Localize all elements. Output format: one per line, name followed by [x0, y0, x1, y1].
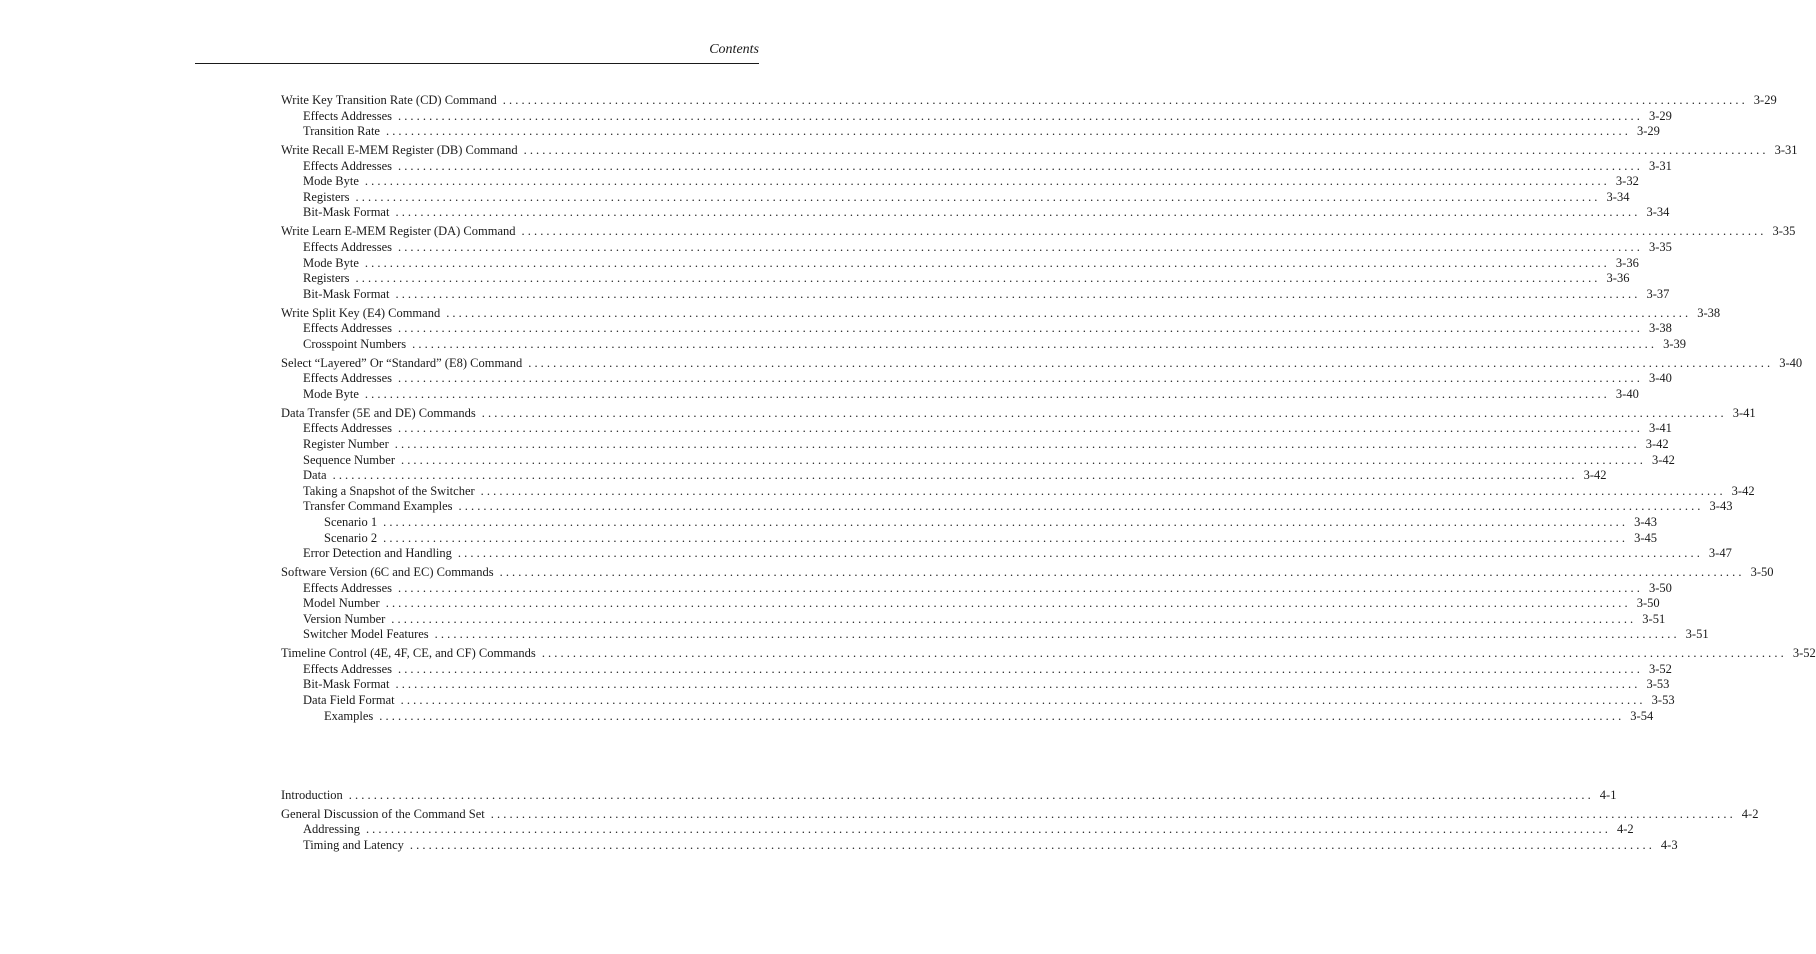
toc-entry-title: Data [303, 468, 327, 483]
toc-entry[interactable] [281, 693, 1675, 709]
toc-entry-title: Sequence Number [303, 452, 395, 467]
toc-entry-page: 3-52 [1792, 646, 1816, 661]
dot-leader: ........................................................................................................................................................................................................ [434, 627, 1680, 642]
toc-entry[interactable] [281, 174, 1639, 190]
toc-entry[interactable] [281, 452, 1675, 469]
toc-entry[interactable] [281, 514, 1658, 531]
dot-leader: ........................................................................................................................................................................................................ [364, 255, 1610, 270]
toc-section [281, 93, 1816, 724]
toc-entry-page: 3-52 [1648, 661, 1672, 676]
toc-entry[interactable] [281, 271, 1630, 287]
header-rule [195, 63, 759, 64]
dot-leader: ........................................................................................................................................................................................................ [490, 806, 1736, 821]
toc-entry-page: 3-29 [1753, 93, 1777, 107]
toc-entry[interactable] [281, 205, 1670, 221]
toc-entry-page: 3-36 [1615, 255, 1639, 270]
dot-leader: ........................................................................................................................................................................................................ [383, 514, 1629, 529]
toc-entry-page: 4-3 [1660, 838, 1678, 853]
toc-entry-title: Timeline Control (4E, 4F, CE, and CF) Commands [281, 646, 536, 661]
dot-leader: ........................................................................................................................................................................................................ [348, 788, 1594, 802]
toc-entry-page: 3-51 [1685, 627, 1709, 642]
dot-leader: ........................................................................................................................................................................................................ [385, 124, 1631, 139]
dot-leader: ........................................................................................................................................................................................................ [481, 405, 1727, 420]
toc-entry-title: Scenario 1 [324, 514, 378, 529]
toc-entry[interactable] [281, 93, 1777, 109]
toc-section [281, 788, 1759, 854]
toc-entry[interactable] [281, 708, 1654, 725]
dot-leader: ........................................................................................................................................................................................................ [541, 646, 1787, 661]
toc-entry-page: 3-50 [1750, 565, 1774, 579]
dot-leader: ........................................................................................................................................................................................................ [458, 499, 1704, 514]
toc-entry-title: Switcher Model Features [303, 627, 429, 642]
toc-entry-title: Timing and Latency [303, 838, 404, 853]
dot-leader: ........................................................................................................................................................................................................ [400, 693, 1646, 708]
toc-entry-title: Bit-Mask Format [303, 286, 390, 301]
dot-leader: ........................................................................................................................................................................................................ [385, 596, 1631, 611]
toc-entry[interactable] [281, 596, 1660, 612]
toc-entry-title: General Discussion of the Command Set [281, 806, 485, 821]
dot-leader: ........................................................................................................................................................................................................ [395, 205, 1641, 220]
toc-entry[interactable] [281, 499, 1733, 515]
dot-leader: ........................................................................................................................................................................................................ [528, 355, 1774, 370]
dot-leader: ........................................................................................................................................................................................................ [397, 421, 1643, 436]
toc-entry[interactable] [281, 627, 1709, 643]
toc-entry-title: Software Version (6C and EC) Commands [281, 565, 494, 579]
toc-entry-page: 3-31 [1774, 143, 1798, 158]
toc-entry-title: Write Learn E-MEM Register (DA) Command [281, 224, 516, 239]
toc-entry[interactable] [281, 483, 1755, 500]
toc-entry-title: Registers [303, 189, 350, 204]
toc-entry[interactable] [281, 822, 1634, 838]
dot-leader: ........................................................................................................................................................................................................ [397, 239, 1643, 254]
toc-entry-title: Register Number [303, 436, 389, 451]
toc-entry-title: Select “Layered” Or “Standard” (E8) Command [281, 355, 523, 370]
toc-entry[interactable] [281, 286, 1670, 303]
toc-entry[interactable] [281, 239, 1672, 256]
toc-entry-title: Effects Addresses [303, 421, 392, 436]
toc-entry[interactable] [281, 611, 1666, 628]
toc-entry[interactable] [281, 646, 1816, 662]
toc-entry-title: Registers [303, 271, 350, 286]
dot-leader: ........................................................................................................................................................................................................ [383, 530, 1629, 545]
toc-entry[interactable] [281, 158, 1672, 175]
dot-leader: ........................................................................................................................................................................................................ [409, 838, 1655, 853]
toc-entry-page: 3-40 [1615, 386, 1639, 401]
dot-leader: ........................................................................................................................................................................................................ [397, 661, 1643, 676]
toc-entry-title: Introduction [281, 788, 343, 802]
dot-leader: ........................................................................................................................................................................................................ [397, 580, 1643, 595]
dot-leader: ........................................................................................................................................................................................................ [480, 483, 1726, 498]
dot-leader: ........................................................................................................................................................................................................ [379, 708, 1625, 723]
dot-leader: ........................................................................................................................................................................................................ [364, 174, 1610, 189]
toc-entry-page: 3-35 [1772, 224, 1796, 239]
toc-entry-page: 3-53 [1651, 693, 1675, 708]
running-header: Contents [709, 42, 759, 57]
toc-entry-page: 3-47 [1708, 546, 1732, 561]
toc-entry-page: 3-42 [1583, 468, 1607, 483]
dot-leader: ........................................................................................................................................................................................................ [397, 158, 1643, 173]
toc-entry-title: Error Detection and Handling [303, 546, 452, 561]
toc-entry-title: Write Key Transition Rate (CD) Command [281, 93, 497, 107]
toc-entry-title: Scenario 2 [324, 530, 378, 545]
toc-entry-title: Mode Byte [303, 174, 359, 189]
toc-entry-page: 3-42 [1645, 436, 1669, 451]
dot-leader: ........................................................................................................................................................................................................ [355, 271, 1601, 286]
toc-entry[interactable] [281, 355, 1803, 372]
toc-entry-title: Transition Rate [303, 124, 380, 139]
toc-entry-page: 3-38 [1697, 305, 1721, 320]
toc-entry-page: 3-34 [1606, 189, 1630, 204]
dot-leader: ........................................................................................................................................................................................................ [502, 93, 1748, 107]
toc-entry-page: 3-35 [1648, 239, 1672, 254]
toc-entry[interactable] [281, 255, 1639, 272]
toc-entry[interactable] [281, 189, 1630, 206]
toc-entry-page: 4-1 [1599, 788, 1617, 802]
toc-entry-title: Bit-Mask Format [303, 677, 390, 692]
toc-entry-page: 3-29 [1648, 108, 1672, 123]
toc-entry-title: Examples [324, 708, 374, 723]
toc-entry-title: Taking a Snapshot of the Switcher [303, 483, 475, 498]
dot-leader: ........................................................................................................................................................................................................ [400, 452, 1646, 467]
toc-entry-page: 3-53 [1646, 677, 1670, 692]
toc-entry[interactable] [281, 321, 1672, 337]
toc-entry-page: 3-51 [1642, 611, 1666, 626]
toc-entry-title: Mode Byte [303, 386, 359, 401]
dot-leader: ........................................................................................................................................................................................................ [394, 436, 1640, 451]
toc-entry[interactable] [281, 421, 1672, 437]
toc-entry-page: 3-50 [1648, 580, 1672, 595]
toc-entry-page: 4-2 [1741, 806, 1759, 821]
toc-entry-page: 3-40 [1779, 355, 1803, 370]
toc-entry-page: 3-54 [1630, 708, 1654, 723]
toc-entry-title: Effects Addresses [303, 158, 392, 173]
dot-leader: ........................................................................................................................................................................................................ [355, 189, 1601, 204]
dot-leader: ........................................................................................................................................................................................................ [521, 224, 1767, 239]
toc-entry-title: Data Transfer (5E and DE) Commands [281, 405, 476, 420]
toc-entry[interactable] [281, 143, 1798, 159]
toc-entry[interactable] [281, 546, 1732, 562]
dot-leader: ........................................................................................................................................................................................................ [499, 565, 1745, 579]
toc-entry[interactable] [281, 661, 1672, 678]
toc-entry-title: Crosspoint Numbers [303, 336, 407, 351]
toc-entry-title: Addressing [303, 822, 360, 837]
dot-leader: ........................................................................................................................................................................................................ [332, 468, 1578, 483]
toc-entry-page: 3-42 [1731, 483, 1755, 498]
toc-entry-title: Effects Addresses [303, 239, 392, 254]
toc-entry-title: Model Number [303, 596, 380, 611]
toc-entry-page: 3-36 [1606, 271, 1630, 286]
toc-entry[interactable] [281, 565, 1774, 581]
toc-entry[interactable] [281, 468, 1607, 484]
toc-entry-title: Effects Addresses [303, 371, 392, 386]
toc-entry-page: 3-37 [1646, 286, 1670, 301]
toc-entry-page: 3-42 [1651, 452, 1675, 467]
dot-leader: ........................................................................................................................................................................................................ [395, 677, 1641, 692]
toc-entry-page: 3-38 [1648, 321, 1672, 336]
toc-entry[interactable] [281, 580, 1672, 597]
toc-entry-title: Mode Byte [303, 255, 359, 270]
dot-leader: ........................................................................................................................................................................................................ [457, 546, 1703, 561]
toc-entry-title: Effects Addresses [303, 108, 392, 123]
toc-entry-page: 3-41 [1732, 405, 1756, 420]
dot-leader: ........................................................................................................................................................................................................ [397, 108, 1643, 123]
toc-entry-title: Bit-Mask Format [303, 205, 390, 220]
toc-entry-page: 3-41 [1648, 421, 1672, 436]
toc-entry[interactable] [281, 436, 1669, 453]
toc-entry-page: 3-45 [1634, 530, 1658, 545]
toc-entry-page: 3-29 [1636, 124, 1660, 139]
toc-entry[interactable] [281, 386, 1639, 403]
toc-entry-title: Version Number [303, 611, 386, 626]
toc-entry[interactable] [281, 788, 1617, 804]
toc-entry-page: 3-31 [1648, 158, 1672, 173]
dot-leader: ........................................................................................................................................................................................................ [397, 321, 1643, 336]
toc-entry[interactable] [281, 838, 1678, 854]
toc-entry-title: Effects Addresses [303, 661, 392, 676]
toc-entry-title: Effects Addresses [303, 321, 392, 336]
toc-entry-page: 3-40 [1648, 371, 1672, 386]
toc-entry[interactable] [281, 336, 1687, 353]
dot-leader: ........................................................................................................................................................................................................ [365, 822, 1611, 837]
toc-entry-page: 3-43 [1709, 499, 1733, 514]
toc-entry-title: Write Split Key (E4) Command [281, 305, 441, 320]
toc-entry[interactable] [281, 677, 1670, 693]
toc-entry-page: 3-50 [1636, 596, 1660, 611]
toc-entry[interactable] [281, 371, 1672, 387]
toc-entry-page: 3-43 [1634, 514, 1658, 529]
dot-leader: ........................................................................................................................................................................................................ [523, 143, 1769, 158]
toc-entry[interactable] [281, 108, 1672, 125]
toc-entry[interactable] [281, 224, 1796, 240]
toc-entry-page: 3-39 [1663, 336, 1687, 351]
toc-entry-page: 4-2 [1616, 822, 1634, 837]
toc-entry[interactable] [281, 806, 1759, 823]
dot-leader: ........................................................................................................................................................................................................ [364, 386, 1610, 401]
dot-leader: ........................................................................................................................................................................................................ [412, 336, 1658, 351]
toc-entry[interactable] [281, 405, 1756, 422]
dot-leader: ........................................................................................................................................................................................................ [391, 611, 1637, 626]
toc-entry-page: 3-34 [1646, 205, 1670, 220]
toc-entry-title: Transfer Command Examples [303, 499, 453, 514]
toc-entry[interactable] [281, 124, 1660, 140]
dot-leader: ........................................................................................................................................................................................................ [446, 305, 1692, 320]
dot-leader: ........................................................................................................................................................................................................ [397, 371, 1643, 386]
toc-entry-page: 3-32 [1615, 174, 1639, 189]
toc-entry-title: Write Recall E-MEM Register (DB) Command [281, 143, 518, 158]
toc-entry-title: Effects Addresses [303, 580, 392, 595]
toc-entry[interactable] [281, 530, 1658, 547]
dot-leader: ........................................................................................................................................................................................................ [395, 286, 1641, 301]
toc-entry[interactable] [281, 305, 1721, 322]
toc-entry-title: Data Field Format [303, 693, 395, 708]
